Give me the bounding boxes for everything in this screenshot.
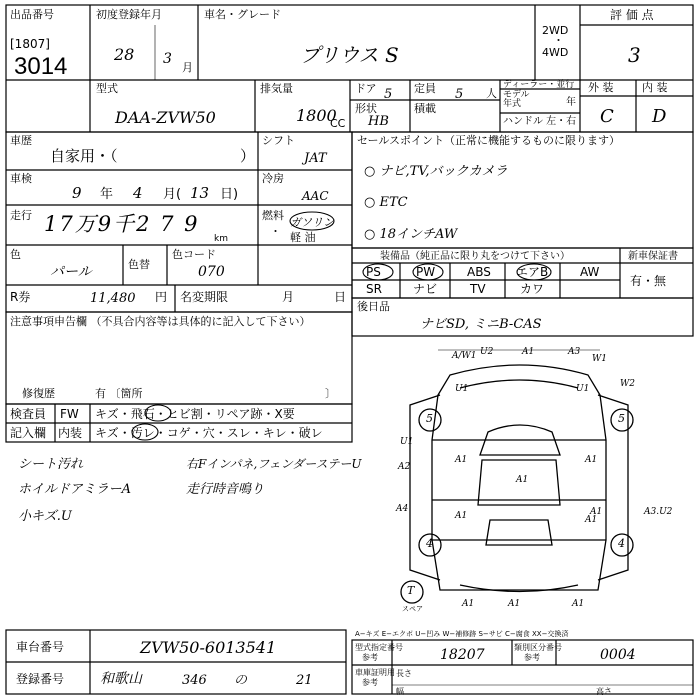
diag-mark-2: U2	[480, 347, 494, 357]
diag-mark-22: 4	[618, 537, 625, 550]
notes-label: 注意事項申告欄 （不具合内容等は具体的に記入して下さい）	[10, 315, 311, 328]
diag-mark-16: A1	[585, 515, 598, 525]
fuel-label: 燃料	[262, 209, 284, 222]
legend-text: A−キズ E−エクボ U−凹み W−補修跡 S−サビ C−腐食 XX−交換済	[355, 630, 569, 638]
reg-month-unit: 月	[182, 61, 193, 74]
diag-mark-23: T	[407, 584, 415, 597]
diag-mark-21: 4	[426, 537, 433, 550]
drive-dot: ・	[553, 34, 564, 47]
length-label: 長さ	[396, 669, 412, 678]
diag-mark-11: U1	[400, 437, 414, 447]
first-reg-label: 初度登録年月	[96, 8, 162, 21]
repair-label: 修復歴	[22, 387, 55, 400]
warranty-label: 新車保証書	[628, 251, 678, 262]
eq-airbag: エアB	[516, 265, 549, 279]
length-label-a: 車庫証明用	[355, 668, 395, 677]
car-name: プリウス S	[300, 43, 399, 67]
diag-mark-12: A1	[455, 455, 468, 465]
reg-year: 28	[114, 45, 135, 64]
history-close: ）	[240, 147, 256, 165]
diag-mark-27: A1	[572, 599, 585, 609]
aftermarket-value: ナビSD, ミニB-CAS	[420, 317, 542, 332]
car-name-label: 車名・グレード	[204, 8, 281, 21]
record-label: 記入欄	[10, 426, 47, 440]
lot-number-label: 出品番号	[10, 8, 54, 21]
history-value: 自家用・（	[50, 147, 118, 165]
cert-label-a: 型式指定番号	[355, 643, 403, 652]
capacity-value: 5	[455, 87, 464, 102]
yen-unit: 円	[155, 290, 168, 304]
insp-month: 4	[133, 184, 143, 202]
note-3: 小キズ.U	[18, 509, 72, 524]
exterior-value: C	[600, 106, 614, 127]
inspection-label: 車検	[10, 172, 32, 185]
int-items: キズ・汚レ・コゲ・穴・スレ・キレ・破レ	[95, 426, 323, 440]
year-unit: 年	[566, 97, 576, 108]
dealer-label: ディーラー・並行	[503, 80, 575, 90]
sales-point-2: ○ ETC	[364, 195, 408, 210]
inspector-label: 検査員	[10, 407, 47, 421]
score-value: 3	[628, 43, 641, 67]
class-label-b: 参考	[524, 653, 540, 662]
diag-mark-4: A3	[568, 347, 581, 357]
shift-label: シフト	[262, 134, 295, 147]
load-label: 積載	[414, 102, 436, 115]
diag-mark-9: 5	[426, 412, 433, 425]
shape-label: 形状	[355, 102, 377, 115]
diag-mark-5: W1	[592, 354, 607, 364]
displacement-label: 排気量	[260, 82, 293, 95]
sales-points-label: セールスポイント（正常に機能するものに限ります）	[357, 134, 621, 147]
note-right-1: 右Fインパネ,フェンダーステーU	[186, 457, 362, 471]
lot-no: 3014	[14, 53, 68, 80]
recycle-value: 11,480	[90, 291, 136, 306]
ac-value: AAC	[302, 189, 329, 203]
diag-mark-19: A1	[590, 507, 603, 517]
class-label-a: 類別区分番号	[514, 643, 562, 652]
chassis-label: 車台番号	[16, 640, 65, 654]
color-code-value: 070	[198, 264, 225, 280]
length-label-b: 参考	[362, 678, 378, 687]
doors-label: ドア	[355, 82, 377, 95]
ac-label: 冷房	[262, 172, 284, 185]
model-year-a: モデル	[503, 90, 530, 100]
reg-kana: の	[234, 673, 248, 688]
note-1: シート汚れ	[18, 457, 84, 472]
warranty-value: 有・無	[630, 274, 667, 288]
sales-point-1: ○ ナビ,TV,バックカメラ	[364, 164, 508, 179]
km-unit: km	[214, 234, 228, 244]
cert-label-b: 参考	[362, 653, 378, 662]
reg-place: 和歌山	[100, 671, 142, 687]
score-label: 評 価 点	[610, 8, 654, 22]
insp-year: 9	[72, 184, 82, 202]
color-value: パール	[50, 264, 92, 280]
reg-num: 21	[296, 673, 313, 688]
eq-navi: ナビ	[413, 282, 438, 296]
eq-pw: PW	[416, 265, 436, 279]
model-value: DAA-ZVW50	[115, 108, 216, 127]
insp-day: 13	[190, 184, 210, 202]
fuel-diesel: 軽 油	[290, 231, 316, 244]
equipment-label: 装備品（純正品に限り丸をつけて下さい）	[380, 251, 570, 262]
diag-mark-13: A1	[585, 455, 598, 465]
shape-value: HB	[368, 114, 389, 129]
diag-mark-8: W2	[620, 379, 635, 389]
insp-year-unit: 年	[100, 187, 114, 202]
diag-mark-20: A3.U2	[644, 507, 673, 517]
insp-month-unit: 月(	[163, 187, 182, 202]
height-label: 高さ	[596, 687, 612, 696]
reg-class: 346	[182, 673, 207, 688]
color-code-label: 色コード	[172, 248, 216, 261]
repair-yes: 有 〔箇所	[95, 387, 143, 400]
diag-mark-6: U1	[455, 384, 469, 394]
diag-mark-26: A1	[508, 599, 521, 609]
note-right-2: 走行時音鳴り	[186, 482, 265, 497]
diag-mark-7: U1	[576, 384, 590, 394]
diag-mark-10: 5	[618, 412, 625, 425]
diag-mark-3: A1	[522, 347, 535, 357]
insp-day-unit: 日)	[220, 187, 239, 202]
interior-label: 内 装	[642, 81, 668, 94]
cc-unit: CC	[330, 117, 346, 130]
handle-label: ハンドル 左・右	[503, 116, 577, 127]
mileage-label: 走行	[10, 209, 32, 222]
diag-mark-18: A1	[455, 511, 468, 521]
chassis-value: ZVW50-6013541	[140, 638, 277, 657]
color-change-label: 色替	[128, 258, 150, 271]
reg-no-label: 登録番号	[16, 672, 65, 686]
fuel-dot: ・	[270, 225, 281, 238]
diag-mark-1: A/W1	[452, 351, 477, 361]
shift-value: JAT	[304, 151, 327, 166]
displacement-value: 1800	[296, 106, 337, 125]
class-value: 0004	[600, 647, 636, 663]
note-2: ホイルドアミラーA	[18, 482, 131, 497]
aftermarket-label: 後日品	[357, 300, 390, 313]
fuel-gasoline: ガソリン	[290, 216, 334, 229]
name-change-label: 名変期限	[180, 290, 229, 304]
eq-ps: PS	[366, 265, 381, 279]
name-change-month: 月	[282, 290, 295, 304]
interior-value: D	[652, 106, 667, 127]
interior-short-label: 内装	[58, 426, 83, 440]
repair-close: 〕	[325, 387, 336, 400]
eq-leather: カワ	[520, 282, 545, 296]
diag-mark-15: A1	[516, 475, 529, 485]
doors-value: 5	[384, 87, 393, 102]
mileage-value: 17万9千2 7 9	[44, 212, 200, 236]
name-change-day: 日	[334, 290, 347, 304]
fw-label: FW	[60, 407, 79, 421]
capacity-unit: 人	[486, 87, 497, 100]
diag-mark-14: A2	[398, 462, 411, 472]
history-label: 車歴	[10, 134, 32, 147]
capacity-label: 定員	[414, 82, 436, 95]
diag-mark-17: A4	[396, 504, 409, 514]
diag-mark-25: A1	[462, 599, 475, 609]
model-year-b: 年式	[503, 99, 522, 109]
drive-2wd: 2WD	[542, 24, 569, 37]
reg-month: 3	[163, 51, 172, 67]
eq-aw: AW	[580, 265, 600, 279]
fw-items: キズ・飛石・ヒビ割・リペア跡・X要	[95, 407, 295, 421]
width-label: 幅	[396, 687, 404, 696]
eq-abs: ABS	[467, 265, 491, 279]
recycle-label: R券	[10, 290, 31, 304]
eq-sr: SR	[366, 282, 382, 296]
drive-4wd: 4WD	[542, 46, 569, 59]
model-label: 型式	[96, 82, 118, 95]
cert-value: 18207	[440, 647, 485, 663]
color-label: 色	[10, 248, 21, 261]
exterior-label: 外 装	[588, 81, 614, 94]
eq-tv: TV	[470, 282, 486, 296]
sales-point-3: ○ 18インチAW	[364, 227, 458, 242]
lot-code: [1807]	[10, 37, 50, 51]
diag-mark-24: スペア	[402, 605, 423, 613]
